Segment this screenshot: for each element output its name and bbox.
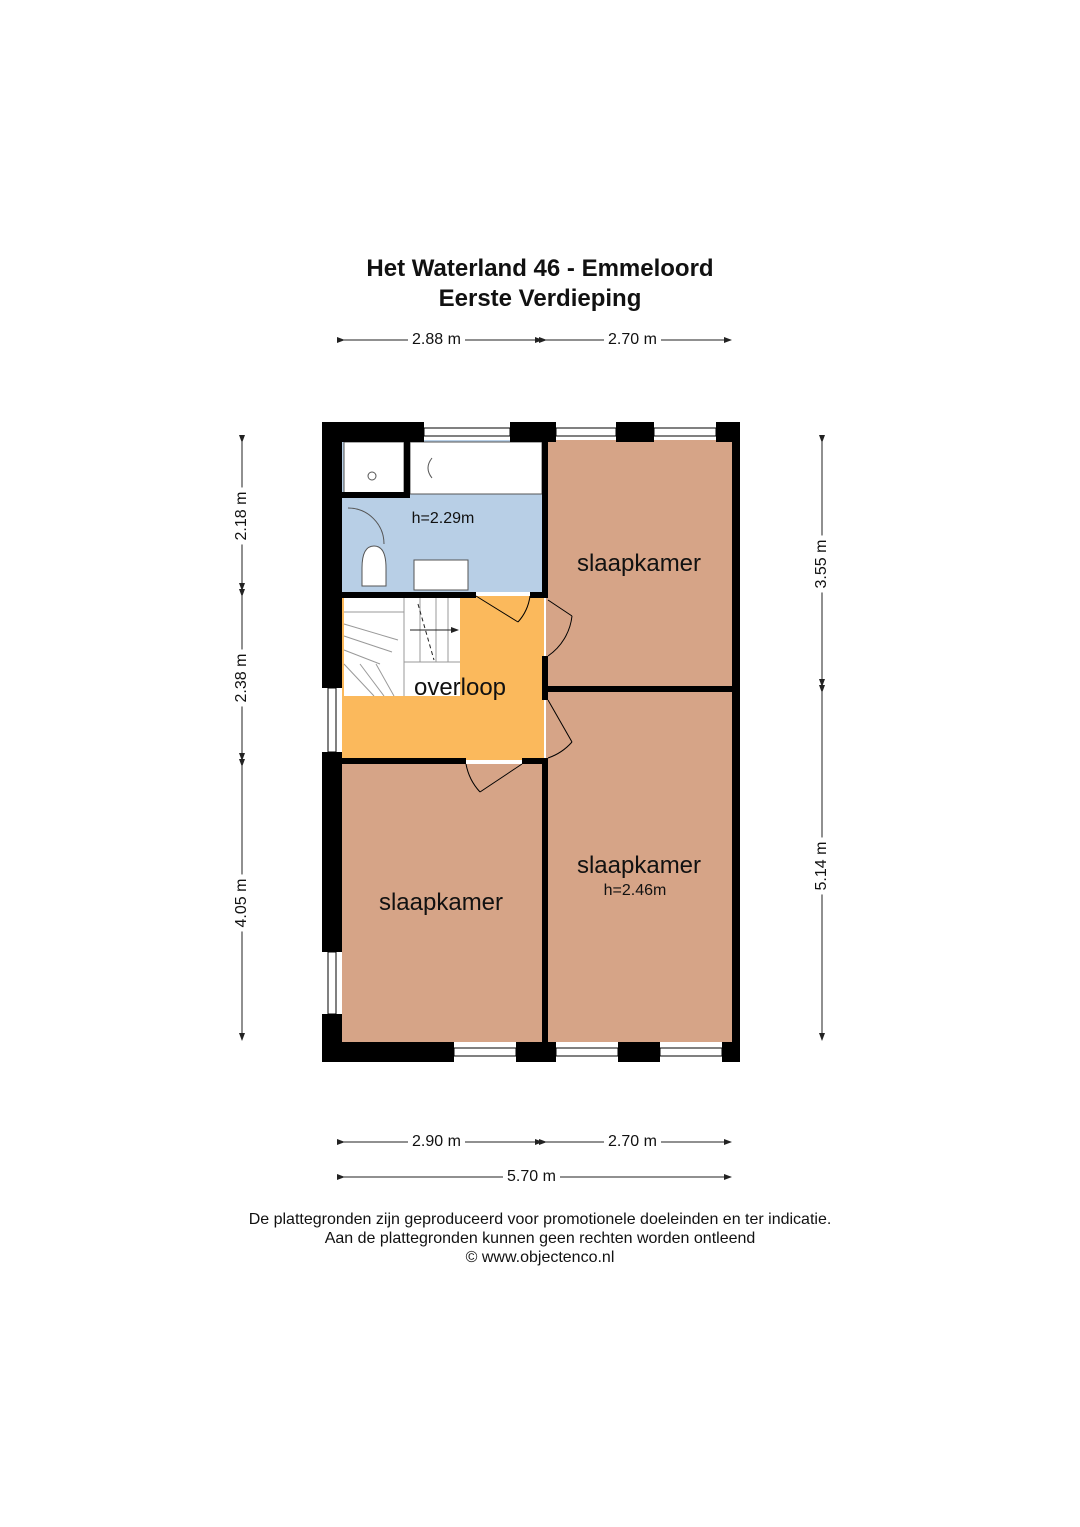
dim-bottom-right: 2.70 m (604, 1133, 661, 1151)
landing-label: overloop (413, 674, 507, 701)
dim-bottom-total: 5.70 m (503, 1168, 560, 1186)
dim-left-middle: 2.38 m (233, 650, 251, 707)
dim-top-right: 2.70 m (604, 331, 661, 349)
bedroom-bottom-right-label: slaapkamer (576, 852, 702, 879)
dim-right-top: 3.55 m (813, 536, 831, 593)
dim-right-bottom: 5.14 m (813, 838, 831, 895)
bedroom-top-right-label: slaapkamer (576, 550, 702, 577)
bedroom-bottom-left-label: slaapkamer (378, 889, 504, 916)
bedroom-bottom-right-height: h=2.46m (603, 882, 667, 899)
dim-left-bottom: 4.05 m (233, 875, 251, 932)
dim-top-left: 2.88 m (408, 331, 465, 349)
plan-title: Het Waterland 46 - Emmeloord (366, 255, 714, 282)
copyright-link[interactable]: © www.objectenco.nl (465, 1249, 615, 1266)
bathroom-height: h=2.29m (411, 510, 475, 527)
floor-name: Eerste Verdieping (438, 285, 642, 312)
dim-bottom-left: 2.90 m (408, 1133, 465, 1151)
dim-left-top: 2.18 m (233, 488, 251, 545)
disclaimer-line-2: Aan de plattegronden kunnen geen rechten worden ontleend (324, 1230, 756, 1247)
disclaimer-line-1: De plattegronden zijn geproduceerd voor promotionele doeleinden en ter indicatie. (248, 1211, 832, 1228)
